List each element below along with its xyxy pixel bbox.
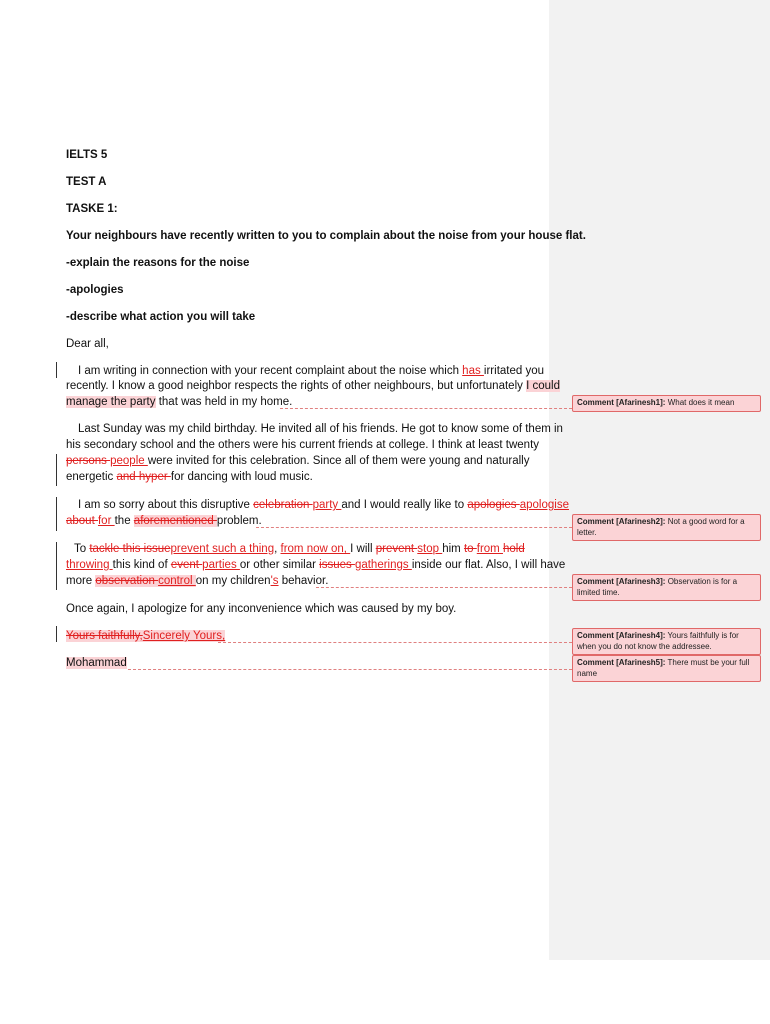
comment-author: Comment [Afarinesh4]: [577, 631, 666, 640]
text: him [442, 543, 464, 555]
text: that was held in my home. [155, 396, 293, 408]
inserted-closing[interactable]: Sincerely Yours, [142, 630, 226, 642]
heading-ielts: IELTS 5 [66, 149, 108, 161]
paragraph-2-line-1: Last Sunday was my child birthday. He invited all of his friends. He got to know some of them in [78, 423, 563, 435]
deleted-text: tackle this issue [89, 543, 171, 555]
text: recently. I know a good neighbor respects the rights of other neighbours, but unfortunately [66, 380, 527, 392]
deleted-text: hold [502, 543, 525, 555]
paragraph-3-line-1 [78, 498, 569, 512]
deleted-text-commented[interactable]: aforementioned [133, 515, 217, 527]
comment-author: Comment [Afarinesh2]: [577, 517, 666, 526]
paragraph-4-line-3 [66, 574, 328, 588]
comment-text: There must be your full name [577, 658, 750, 678]
task-bullet-3: -describe what action you will take [66, 311, 256, 323]
change-bar [56, 497, 57, 531]
inserted-text: from [476, 543, 503, 555]
paragraph-1-line-1 [78, 364, 544, 378]
comment-leader-5 [128, 669, 572, 670]
deleted-text: to [463, 543, 477, 555]
inserted-text: party [312, 499, 342, 511]
signature-text[interactable]: Mohammad [66, 657, 127, 669]
paragraph-2-line-2: his secondary school and the others were his current friends at college. I think at least twenty [66, 439, 540, 451]
closing-line [66, 629, 225, 643]
text: inside our flat. Also, I will have [411, 559, 566, 571]
deleted-closing[interactable]: Yours faithfully, [66, 630, 143, 642]
inserted-text: throwing [66, 559, 113, 571]
inserted-text: people [110, 455, 148, 467]
text: for dancing with loud music. [170, 471, 313, 483]
text: problem. [216, 515, 262, 527]
text: behavior. [278, 575, 329, 587]
text: the [114, 515, 134, 527]
comment-balloon-3[interactable] [572, 574, 761, 601]
change-bar [56, 626, 57, 642]
inserted-text: for [97, 515, 115, 527]
deleted-text: persons [66, 455, 111, 467]
task-bullet-1: -explain the reasons for the noise [66, 257, 250, 269]
comment-author: Comment [Afarinesh3]: [577, 577, 666, 586]
paragraph-4-line-2 [66, 558, 565, 572]
comment-balloon-1[interactable] [572, 395, 761, 412]
deleted-text: about [66, 515, 98, 527]
comment-leader-1 [280, 408, 572, 409]
change-bar [56, 542, 57, 590]
change-bar [56, 454, 57, 486]
inserted-text: has [462, 365, 484, 377]
deleted-text: celebration [253, 499, 313, 511]
text: energetic [66, 471, 117, 483]
comment-leader-3 [316, 587, 572, 588]
inserted-text: parties [202, 559, 240, 571]
text: To [74, 543, 90, 555]
inserted-text: gatherings [354, 559, 412, 571]
inserted-text: from now on, [280, 543, 351, 555]
commented-text-1[interactable]: I could [526, 380, 560, 392]
text: , [274, 543, 281, 555]
comment-leader-4 [218, 642, 572, 643]
text: or other similar [239, 559, 320, 571]
change-bar [56, 362, 57, 378]
paragraph-1-line-3 [66, 395, 292, 409]
inserted-text: 's [270, 575, 279, 587]
paragraph-3-line-2 [66, 514, 262, 528]
text: this kind of [112, 559, 171, 571]
text: were invited for this celebration. Since all of them were young and naturally [147, 455, 530, 467]
deleted-text: and hyper [116, 471, 171, 483]
comment-text: Yours faithfully is for when you do not know the addressee. [577, 631, 739, 651]
text: on my children [195, 575, 271, 587]
inserted-text-commented[interactable]: control [158, 575, 196, 587]
comment-balloon-2[interactable] [572, 514, 761, 541]
comment-leader-2 [256, 527, 572, 528]
heading-test: TEST A [66, 176, 107, 188]
text: I am writing in connection with your recent complaint about the noise which [78, 365, 463, 377]
commented-text-1b[interactable]: manage the party [66, 396, 156, 408]
paragraph-1-line-2 [66, 379, 560, 393]
deleted-text: issues [319, 559, 355, 571]
comment-author: Comment [Afarinesh5]: [577, 658, 666, 667]
signature [66, 656, 127, 670]
paragraph-2-line-4 [66, 470, 313, 484]
comment-text: Not a good word for a letter. [577, 517, 745, 537]
text: irritated you [483, 365, 545, 377]
comment-text: What does it mean [667, 398, 735, 407]
task-bullet-2: -apologies [66, 284, 124, 296]
deleted-text: prevent [375, 543, 418, 555]
paragraph-2-line-3 [66, 454, 529, 468]
comment-author: Comment [Afarinesh1]: [577, 398, 666, 407]
inserted-text: stop [417, 543, 443, 555]
paragraph-4-line-1 [74, 542, 525, 556]
comment-balloon-5[interactable] [572, 655, 761, 682]
heading-task: TASKE 1: [66, 203, 118, 215]
deleted-text: apologies [467, 499, 520, 511]
comment-text: Observation is for a limited time. [577, 577, 738, 597]
text: and I would really like to [341, 499, 468, 511]
deleted-text: event [170, 559, 203, 571]
text: I will [350, 543, 376, 555]
inserted-text: apologise [519, 499, 569, 511]
comment-margin-pane [549, 0, 770, 960]
text: I am so sorry about this disruptive [78, 499, 254, 511]
paragraph-5: Once again, I apologize for any inconvenience which was caused by my boy. [66, 603, 457, 615]
text: more [66, 575, 96, 587]
salutation: Dear all, [66, 338, 109, 350]
comment-balloon-4[interactable] [572, 628, 761, 655]
task-prompt: Your neighbours have recently written to you to complain about the noise from your house flat. [66, 230, 586, 242]
deleted-text-commented[interactable]: observation [95, 575, 159, 587]
inserted-text: prevent such a thing [170, 543, 275, 555]
